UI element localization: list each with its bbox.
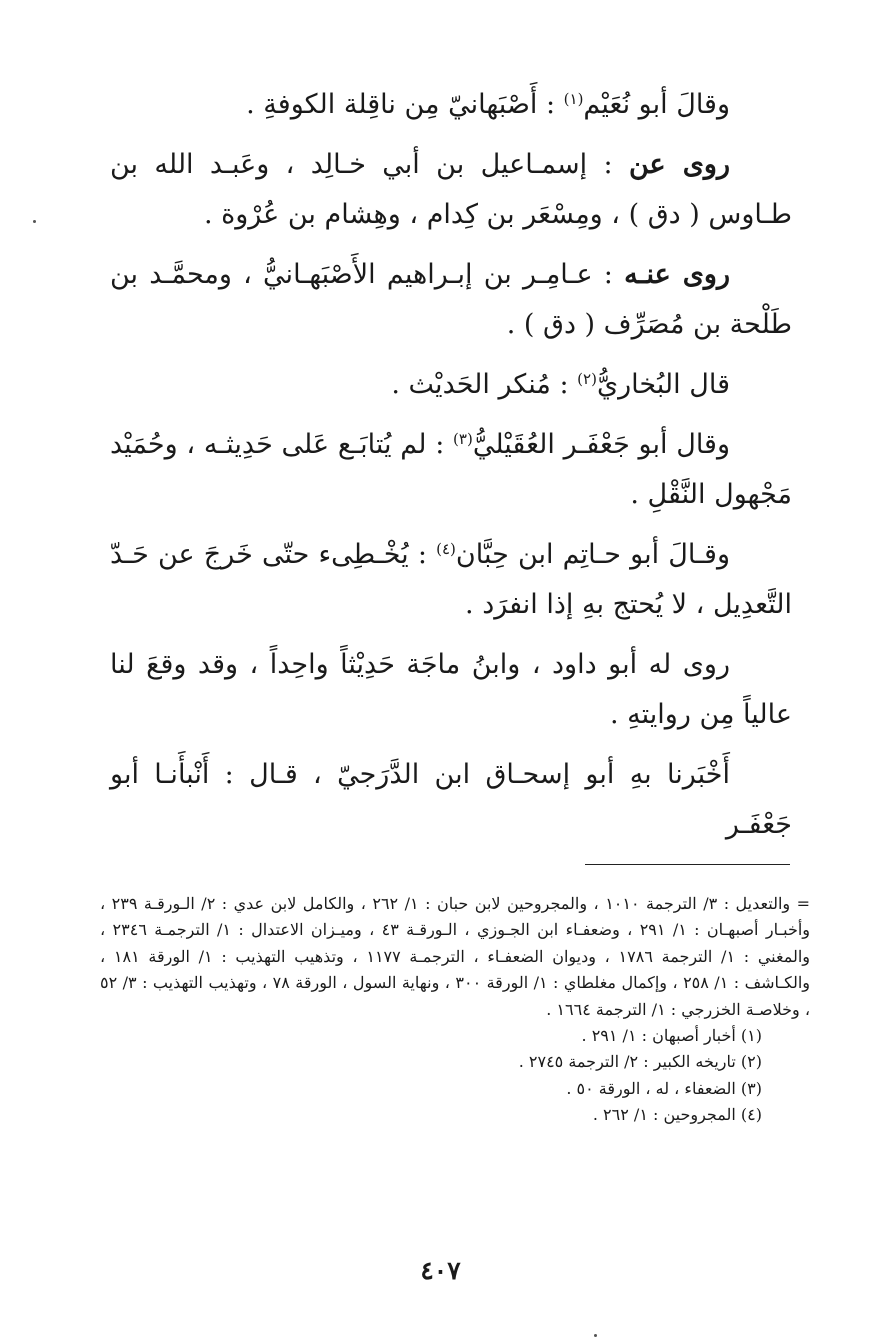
footnotes — [100, 891, 810, 1129]
paragraph-text: روى له أبو داود ، وابنُ ماجَة حَدِيْثاً واحِداً ، وقد وقعَ لنا عالياً مِن روايتهِ . — [110, 649, 792, 730]
scan-speck — [594, 1334, 597, 1337]
footnote-item-2: (٢) تاريخه الكبير : ٢/ الترجمة ٢٧٤٥ . — [518, 1052, 762, 1072]
paragraph-bukhari — [110, 360, 792, 410]
paragraph-text: وقـالَ أبو حـاتِم ابن حِبَّان — [455, 539, 730, 570]
footnote-separator — [585, 864, 790, 865]
main-text — [110, 80, 792, 860]
footnote-item-1: (١) أخبار أصبهان : ١/ ٢٩١ . — [581, 1026, 762, 1046]
footnote-ref[interactable]: (١) — [563, 90, 584, 108]
paragraph-text: وقال أبو جَعْفَـر العُقَيْليُّ — [472, 429, 731, 460]
paragraph-text: : مُنكر الحَديْث . — [391, 369, 578, 400]
paragraph-riwaya — [110, 640, 792, 740]
paragraph-text: وقالَ أبو نُعَيْم — [583, 89, 730, 120]
paragraph-text: : لم يُتابَـع عَلى حَدِيثـه ، وحُمَيْد مَجْهول النَّقْلِ . — [110, 429, 792, 510]
paragraph-rawa-anhu — [110, 250, 792, 350]
paragraph-text: أَخْبَرنا بهِ أبو إسحـاق ابن الدَّرَجيّ ، قـال : أَنْبأَنـا أبو جَعْفَـر — [110, 759, 792, 840]
paragraph-akhbarana — [110, 750, 792, 850]
footnote-item-3: (٣) الضعفاء ، له ، الورقة ٥٠ . — [566, 1078, 762, 1098]
footnote-item-4: (٤) المجروحين : ١/ ٢٦٢ . — [592, 1105, 762, 1125]
paragraph-text: : يُخْـطِىء حتّى خَرجَ عن حَـدّ التَّعدِيل ، لا يُحتج بهِ إذا انفرَد . — [110, 539, 792, 620]
footnote-ref[interactable]: (٣) — [453, 430, 473, 448]
footnote-ref[interactable]: (٢) — [577, 370, 597, 388]
footnote-continuation: = والتعديل : ٣/ الترجمة ١٠١٠ ، والمجروحين لابن حبان : ١/ ٢٦٢ ، والكامل لابن عدي : ٢/ الـورقـة ٢٣٩ ، وأخبـار أصبهـان : ١/ ٢٩١ ، وضعفـاء ابن الجـوزي ، الـورقـة ٤٣ ، وميـزان الاعتدال : ١/ الترجمـة ٢٣٤٦ ، والمغني : ١/ الترجمة ١٧٨٦ ، وديوان الضعفـاء ، الترجمـة ١١٧٧ ، وتذهيب التهذيب : ١/ الورقة ١٨١ ، والكـاشف : ١/ ٢٥٨ ، وإكمال مغلطاي : ١/ الورقة ٣٠٠ ، ونهاية السول ، الورقة ٧٨ ، وتهذيب التهذيب : ٣/ ٥٢ ، وخلاصـة الخزرجي : ١/ الترجمة ١٦٦٤ . — [100, 894, 811, 1019]
section-label: روى عن — [628, 149, 730, 180]
page-number: ٤٠٧ — [420, 1256, 461, 1285]
footnote-list — [100, 1023, 810, 1129]
scan-speck — [33, 220, 36, 223]
paragraph-abu-nuaym — [110, 80, 792, 130]
paragraph-uqayli — [110, 420, 792, 520]
footnote-ref[interactable]: (٤) — [436, 540, 456, 558]
paragraph-text: قال البُخاريُّ — [596, 369, 730, 400]
paragraph-text: : إسمـاعيل بن أبي خـالِد ، وعَبـد الله بن طـاوس ( دق ) ، ومِسْعَر بن كِدام ، وهِشام بن عُرْوة . — [110, 149, 792, 230]
section-label: روى عنـه — [624, 259, 730, 290]
paragraph-text: : أَصْبَهانيّ مِن ناقِلة الكوفةِ . — [246, 89, 564, 120]
paragraph-text: : عـامِـر بن إبـراهيم الأَصْبَهـانيُّ ، ومحمَّـد بن طَلْحة بن مُصَرِّف ( دق ) . — [110, 259, 792, 340]
paragraph-ibn-hibban — [110, 530, 792, 630]
paragraph-rawa-an — [110, 140, 792, 240]
